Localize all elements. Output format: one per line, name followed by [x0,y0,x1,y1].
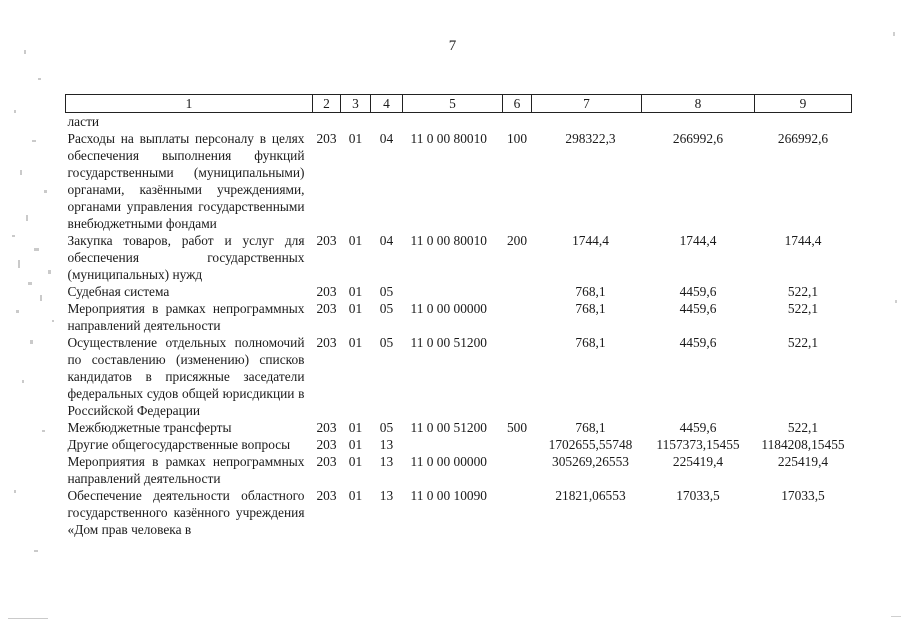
row-subsection: 05 [379,420,394,435]
row-admin-code: 203 [316,335,337,350]
row-section [341,113,371,131]
row-value-7: 768,1 [575,335,606,350]
row-section: 01 [348,454,363,469]
row-value-7: 768,1 [575,420,606,435]
row-section: 01 [348,437,363,452]
row-expense-type: 200 [506,233,528,248]
table-row [66,130,852,232]
page-number: 7 [448,38,457,54]
row-admin-code: 203 [316,454,337,469]
row-admin-code [313,113,341,131]
column-header-6: 6 [503,95,532,113]
row-name: Межбюджетные трансферты [67,420,232,435]
row-expense-type: 100 [506,131,528,146]
row-value-8: 225419,4 [672,454,724,469]
row-subsection: 13 [379,454,394,469]
table-row [66,113,852,131]
scan-edge-right [889,0,903,640]
row-subsection: 13 [379,437,394,452]
budget-table [65,94,852,538]
row-expense-type [503,283,532,300]
row-value-8 [642,113,755,131]
row-subsection: 04 [379,233,394,248]
row-section: 01 [348,284,363,299]
row-name: Обеспечение деятельности областного государственного казённого учреждения «Дом прав человека в [67,488,305,537]
row-value-8: 4459,6 [679,335,717,350]
column-header-7: 7 [532,95,642,113]
row-expense-type: 500 [506,420,528,435]
column-header-8: 8 [642,95,755,113]
row-target-code: 11 0 00 80010 [410,131,487,146]
row-value-9: 522,1 [787,420,819,435]
row-section: 01 [348,335,363,350]
row-expense-type [503,334,532,419]
row-section: 01 [348,131,363,146]
row-value-9: 1184208,15455 [761,437,845,452]
column-header-3: 3 [341,95,371,113]
row-expense-type [503,453,532,487]
row-admin-code: 203 [316,437,337,452]
row-admin-code: 203 [316,131,337,146]
column-header-4: 4 [371,95,403,113]
row-name: ласти [67,114,100,129]
row-target-code: 11 0 00 00000 [410,454,487,469]
row-name: Мероприятия в рамках непрограммных направлений деятельности [67,454,305,486]
row-target-code: 11 0 00 10090 [410,488,487,503]
row-value-7: 1702655,55748 [548,437,633,452]
row-value-9 [755,113,852,131]
row-target-code: 11 0 00 51200 [410,335,487,350]
row-name: Другие общегосударственные вопросы [67,437,291,452]
row-value-7: 768,1 [575,284,606,299]
row-target-code [403,436,503,453]
row-value-8: 4459,6 [679,284,717,299]
row-admin-code: 203 [316,488,337,503]
row-target-code: 11 0 00 80010 [410,233,487,248]
row-target-code: 11 0 00 00000 [410,301,487,316]
row-value-7 [532,113,642,131]
row-value-9: 225419,4 [777,454,829,469]
row-subsection: 05 [379,335,394,350]
row-subsection: 13 [379,488,394,503]
row-value-9: 522,1 [787,335,819,350]
row-value-9: 522,1 [787,301,819,316]
row-value-7: 21821,06553 [555,488,626,503]
row-section: 01 [348,420,363,435]
row-name: Расходы на выплаты персоналу в целях обеспечения выполнения функций государственными (муниципальными) органами, казёнными учреждениями, органами управления государственными внебюджетными фондами [67,131,305,231]
row-name: Осуществление отдельных полномочий по составлению (изменению) списков кандидатов в присяжные заседатели федеральных судов общей юрисдикции в Российской Федерации [67,335,305,418]
row-value-7: 305269,26553 [552,454,629,469]
column-header-2: 2 [313,95,341,113]
row-value-9: 17033,5 [781,488,825,503]
row-target-code [403,113,503,131]
row-value-9: 522,1 [787,284,819,299]
row-name: Закупка товаров, работ и услуг для обеспечения государственных (муниципальных) нужд [67,233,305,282]
table-row [66,300,852,334]
row-value-9: 1744,4 [784,233,822,248]
column-header-1: 1 [66,95,313,113]
row-admin-code: 203 [316,301,337,316]
row-value-9: 266992,6 [777,131,829,146]
table-header-row [66,95,852,113]
table-row [66,232,852,283]
row-value-8: 266992,6 [672,131,724,146]
row-value-7: 768,1 [575,301,606,316]
row-expense-type [503,113,532,131]
table-row [66,419,852,436]
row-value-8: 1744,4 [679,233,717,248]
row-value-7: 298322,3 [565,131,616,146]
row-value-8: 4459,6 [679,301,717,316]
column-header-9: 9 [755,95,852,113]
row-admin-code: 203 [316,233,337,248]
row-expense-type [503,487,532,538]
row-target-code [403,283,503,300]
table-row [66,487,852,538]
row-value-8: 1157373,15455 [656,437,740,452]
row-section: 01 [348,488,363,503]
table-row [66,283,852,300]
row-value-7: 1744,4 [572,233,609,248]
row-expense-type [503,436,532,453]
row-target-code: 11 0 00 51200 [410,420,487,435]
row-subsection: 05 [379,284,394,299]
scan-edge-left [4,20,62,620]
row-name: Мероприятия в рамках непрограммных направлений деятельности [67,301,305,333]
row-name: Судебная система [67,284,170,299]
row-subsection: 04 [379,131,394,146]
row-section: 01 [348,233,363,248]
column-header-5: 5 [403,95,503,113]
row-subsection: 05 [379,301,394,316]
row-subsection [371,113,403,131]
row-section: 01 [348,301,363,316]
table-row [66,334,852,419]
row-value-8: 4459,6 [679,420,717,435]
table-row [66,453,852,487]
row-value-8: 17033,5 [676,488,720,503]
table-row [66,436,852,453]
row-admin-code: 203 [316,284,337,299]
row-expense-type [503,300,532,334]
row-admin-code: 203 [316,420,337,435]
